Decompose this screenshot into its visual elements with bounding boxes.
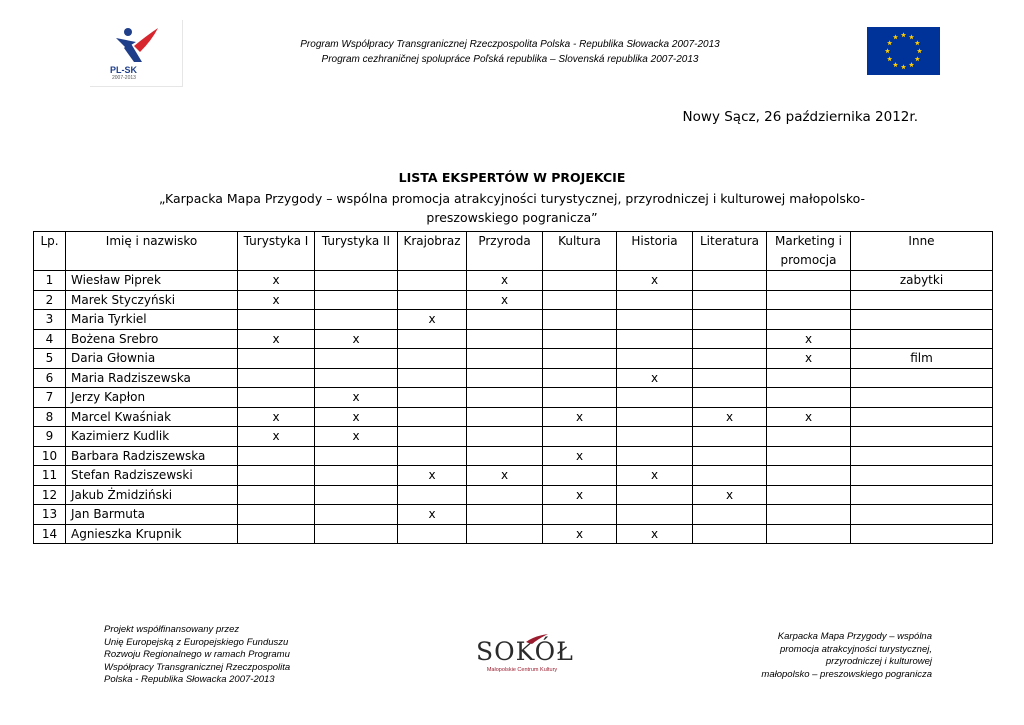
- pl-sk-logo-text: PL-SK: [110, 65, 137, 75]
- row-number-cell: 11: [34, 466, 66, 486]
- category-cell: x: [693, 407, 767, 427]
- column-header-name: Imię i nazwisko: [66, 232, 238, 271]
- category-cell: x: [238, 271, 315, 291]
- table-row: [34, 446, 993, 466]
- row-number-cell: 10: [34, 446, 66, 466]
- category-cell: x: [543, 524, 617, 544]
- category-cell: [543, 271, 617, 291]
- category-cell: [617, 349, 693, 369]
- row-number-cell: 7: [34, 388, 66, 408]
- expert-name-cell: Kazimierz Kudlik: [66, 427, 238, 447]
- category-cell: x: [238, 329, 315, 349]
- category-cell: [543, 329, 617, 349]
- category-cell: x: [315, 388, 398, 408]
- row-number-cell: 8: [34, 407, 66, 427]
- eu-flag-icon: [867, 27, 940, 75]
- category-cell: x: [238, 407, 315, 427]
- category-cell: [238, 349, 315, 369]
- table-row: [34, 524, 993, 544]
- experts-table: [33, 231, 993, 544]
- table-row: [34, 310, 993, 330]
- table-row: [34, 485, 993, 505]
- column-header-literatura: Literatura: [693, 232, 767, 271]
- category-cell: [398, 271, 467, 291]
- footer-left-line: Współpracy Transgranicznej Rzeczpospolita: [104, 661, 291, 673]
- category-cell: [617, 388, 693, 408]
- expert-name-cell: Maria Tyrkiel: [66, 310, 238, 330]
- category-cell: x: [238, 427, 315, 447]
- project-name: „Karpacka Mapa Przygody – wspólna promocja atrakcyjności turystycznej, przyrodniczej i kulturowej małopolsko-preszowskiego pogranicza”: [158, 191, 866, 225]
- footer-right-line: Karpacka Mapa Przygody – wspólna: [777, 631, 932, 642]
- category-cell: [767, 290, 851, 310]
- table-row: [34, 329, 993, 349]
- category-cell: [693, 446, 767, 466]
- category-cell: x: [398, 505, 467, 525]
- category-cell: [767, 505, 851, 525]
- category-cell: [767, 310, 851, 330]
- row-number-cell: 1: [34, 271, 66, 291]
- row-number-cell: 6: [34, 368, 66, 388]
- category-cell: [467, 427, 543, 447]
- category-cell: zabytki: [851, 271, 993, 291]
- category-cell: [315, 310, 398, 330]
- category-cell: [398, 446, 467, 466]
- category-cell: [617, 446, 693, 466]
- column-header-turystyka-1: Turystyka I: [238, 232, 315, 271]
- category-cell: [315, 485, 398, 505]
- category-cell: [467, 505, 543, 525]
- category-cell: x: [315, 427, 398, 447]
- category-cell: x: [617, 368, 693, 388]
- category-cell: [398, 290, 467, 310]
- row-number-cell: 2: [34, 290, 66, 310]
- category-cell: [851, 407, 993, 427]
- category-cell: [693, 310, 767, 330]
- row-number-cell: 13: [34, 505, 66, 525]
- category-cell: [617, 329, 693, 349]
- expert-name-cell: Bożena Srebro: [66, 329, 238, 349]
- category-cell: [467, 524, 543, 544]
- category-cell: x: [238, 290, 315, 310]
- column-header-przyroda: Przyroda: [467, 232, 543, 271]
- category-cell: [467, 349, 543, 369]
- category-cell: x: [767, 407, 851, 427]
- category-cell: [851, 505, 993, 525]
- category-cell: [398, 407, 467, 427]
- expert-name-cell: Stefan Radziszewski: [66, 466, 238, 486]
- pl-sk-figure-icon: [112, 26, 162, 66]
- category-cell: [693, 505, 767, 525]
- footer-right-line: promocja atrakcyjności turystycznej,: [779, 643, 932, 655]
- category-cell: [543, 427, 617, 447]
- category-cell: [851, 485, 993, 505]
- column-header-inne: Inne: [851, 232, 993, 271]
- category-cell: [398, 524, 467, 544]
- category-cell: [617, 427, 693, 447]
- category-cell: [543, 310, 617, 330]
- footer-right-line: małopolsko – preszowskiego pogranicza: [761, 668, 932, 680]
- category-cell: x: [467, 466, 543, 486]
- category-cell: [767, 485, 851, 505]
- category-cell: [467, 446, 543, 466]
- row-number-cell: 4: [34, 329, 66, 349]
- program-header: [250, 37, 770, 67]
- category-cell: [315, 290, 398, 310]
- table-row: [34, 368, 993, 388]
- footer-left-line: Projekt współfinansowany przez: [104, 624, 240, 635]
- category-cell: [767, 388, 851, 408]
- category-cell: [851, 310, 993, 330]
- category-cell: x: [617, 271, 693, 291]
- table-row: [34, 407, 993, 427]
- category-cell: [543, 466, 617, 486]
- column-header-turystyka-2: Turystyka II: [315, 232, 398, 271]
- category-cell: [398, 388, 467, 408]
- category-cell: [238, 446, 315, 466]
- pl-sk-logo-years: 2007-2013: [112, 75, 136, 81]
- expert-name-cell: Barbara Radziszewska: [66, 446, 238, 466]
- category-cell: x: [315, 329, 398, 349]
- category-cell: [767, 446, 851, 466]
- category-cell: [617, 505, 693, 525]
- program-header-polish: Program Współpracy Transgranicznej Rzeczpospolita Polska - Republika Słowacka 2007-2013: [300, 39, 720, 50]
- category-cell: x: [467, 290, 543, 310]
- category-cell: x: [467, 271, 543, 291]
- category-cell: [467, 388, 543, 408]
- category-cell: [543, 505, 617, 525]
- table-row: [34, 466, 993, 486]
- category-cell: [767, 524, 851, 544]
- category-cell: [398, 368, 467, 388]
- category-cell: x: [398, 466, 467, 486]
- column-header-lp: Lp.: [34, 232, 66, 271]
- category-cell: [238, 466, 315, 486]
- category-cell: [543, 349, 617, 369]
- category-cell: [767, 466, 851, 486]
- category-cell: [238, 505, 315, 525]
- category-cell: [238, 388, 315, 408]
- footer-left-line: Rozwoju Regionalnego w ramach Programu: [104, 649, 290, 660]
- category-cell: [238, 368, 315, 388]
- cofinancing-note: [104, 624, 314, 687]
- sokol-logo: [476, 637, 574, 682]
- category-cell: [617, 290, 693, 310]
- table-header-row: [34, 232, 993, 271]
- table-row: [34, 388, 993, 408]
- category-cell: [767, 271, 851, 291]
- table-row: [34, 290, 993, 310]
- category-cell: [398, 329, 467, 349]
- category-cell: [315, 505, 398, 525]
- category-cell: [398, 485, 467, 505]
- column-header-marketing: Marketing i promocja: [767, 232, 851, 271]
- category-cell: x: [767, 329, 851, 349]
- sokol-bird-icon: [526, 634, 548, 644]
- category-cell: [467, 407, 543, 427]
- category-cell: [693, 427, 767, 447]
- category-cell: [315, 349, 398, 369]
- category-cell: [851, 524, 993, 544]
- expert-name-cell: Maria Radziszewska: [66, 368, 238, 388]
- category-cell: [315, 466, 398, 486]
- category-cell: [467, 368, 543, 388]
- sokol-logo-subtitle: Małopolskie Centrum Kultury: [486, 667, 558, 673]
- category-cell: [693, 329, 767, 349]
- category-cell: [238, 485, 315, 505]
- category-cell: [693, 290, 767, 310]
- footer-left-line: Unię Europejską z Europejskiego Funduszu: [104, 636, 289, 648]
- table-row: [34, 271, 993, 291]
- category-cell: [851, 446, 993, 466]
- category-cell: [398, 427, 467, 447]
- category-cell: [315, 271, 398, 291]
- category-cell: [467, 310, 543, 330]
- category-cell: [851, 290, 993, 310]
- category-cell: [238, 310, 315, 330]
- document-title: LISTA EKSPERTÓW W PROJEKCIE: [398, 170, 626, 185]
- category-cell: [693, 368, 767, 388]
- category-cell: [693, 466, 767, 486]
- category-cell: x: [693, 485, 767, 505]
- expert-name-cell: Marcel Kwaśniak: [66, 407, 238, 427]
- category-cell: [315, 368, 398, 388]
- category-cell: [851, 329, 993, 349]
- category-cell: [767, 368, 851, 388]
- category-cell: x: [767, 349, 851, 369]
- category-cell: [543, 290, 617, 310]
- expert-name-cell: Jan Barmuta: [66, 505, 238, 525]
- category-cell: [693, 388, 767, 408]
- category-cell: [617, 407, 693, 427]
- column-header-historia: Historia: [617, 232, 693, 271]
- category-cell: film: [851, 349, 993, 369]
- expert-name-cell: Wiesław Piprek: [66, 271, 238, 291]
- category-cell: [315, 524, 398, 544]
- footer-right-line: przyrodniczej i kulturowej: [825, 656, 932, 667]
- table-body: [34, 271, 993, 544]
- category-cell: [851, 466, 993, 486]
- category-cell: x: [543, 407, 617, 427]
- row-number-cell: 14: [34, 524, 66, 544]
- table-row: [34, 349, 993, 369]
- row-number-cell: 9: [34, 427, 66, 447]
- category-cell: x: [398, 310, 467, 330]
- category-cell: [315, 446, 398, 466]
- category-cell: [693, 524, 767, 544]
- row-number-cell: 12: [34, 485, 66, 505]
- expert-name-cell: Agnieszka Krupnik: [66, 524, 238, 544]
- pl-sk-program-logo: [90, 20, 183, 87]
- category-cell: x: [617, 524, 693, 544]
- category-cell: [617, 310, 693, 330]
- category-cell: [693, 271, 767, 291]
- expert-name-cell: Marek Styczyński: [66, 290, 238, 310]
- footer-left-line: Polska - Republika Słowacka 2007-2013: [104, 674, 275, 685]
- sokol-logo-name: SOKÓŁ: [476, 637, 574, 666]
- category-cell: [467, 329, 543, 349]
- table-row: [34, 505, 993, 525]
- category-cell: x: [543, 446, 617, 466]
- project-footer-note: [700, 631, 932, 681]
- category-cell: [851, 427, 993, 447]
- category-cell: [398, 349, 467, 369]
- row-number-cell: 3: [34, 310, 66, 330]
- category-cell: [467, 485, 543, 505]
- document-date: Nowy Sącz, 26 października 2012r.: [682, 109, 918, 125]
- expert-name-cell: Jakub Żmidziński: [66, 485, 238, 505]
- category-cell: [238, 524, 315, 544]
- expert-name-cell: Daria Głownia: [66, 349, 238, 369]
- category-cell: x: [315, 407, 398, 427]
- category-cell: [543, 388, 617, 408]
- row-number-cell: 5: [34, 349, 66, 369]
- table-row: [34, 427, 993, 447]
- category-cell: [617, 485, 693, 505]
- category-cell: [693, 349, 767, 369]
- category-cell: x: [543, 485, 617, 505]
- program-header-slovak: Program cezhraničnej spolupráce Poľská republika – Slovenská republika 2007-2013: [321, 54, 699, 65]
- category-cell: [767, 427, 851, 447]
- column-header-krajobraz: Krajobraz: [398, 232, 467, 271]
- category-cell: [851, 388, 993, 408]
- column-header-kultura: Kultura: [543, 232, 617, 271]
- category-cell: x: [617, 466, 693, 486]
- category-cell: [543, 368, 617, 388]
- expert-name-cell: Jerzy Kapłon: [66, 388, 238, 408]
- category-cell: [851, 368, 993, 388]
